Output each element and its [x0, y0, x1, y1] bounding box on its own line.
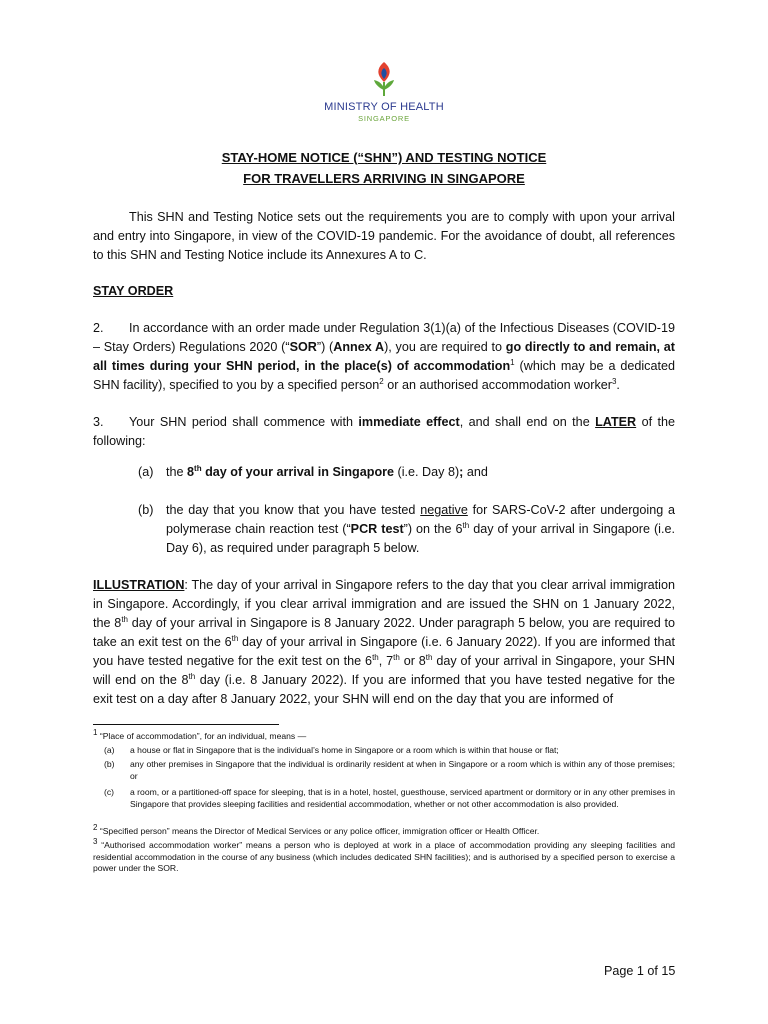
footnote-separator [93, 724, 279, 725]
paragraph-number: 2. [93, 321, 104, 335]
list-item-label: (b) [138, 503, 154, 517]
document-title-line2: FOR TRAVELLERS ARRIVING IN SINGAPORE [243, 171, 525, 186]
list-item-text: the day that you know that you have tested negative for SARS-CoV-2 after undergoing a polymerase chain reaction test (“PCR test”) on the 6th day of your arrival in Singapore (i.e. Day 6), as required under paragraph 5 below. [166, 503, 675, 555]
list-item-label: (a) [138, 465, 154, 479]
document-title-line1: STAY-HOME NOTICE (“SHN”) AND TESTING NOTICE [221, 150, 547, 165]
section-heading-stay-order: STAY ORDER [93, 284, 174, 298]
logo-subtitle: SINGAPORE [358, 114, 410, 123]
footnote-1: $^1$ “Place of accommodation”, for an individual, means — [93, 728, 307, 741]
moh-emblem-icon [371, 60, 397, 98]
paragraph-number: 3. [93, 415, 104, 429]
illustration-paragraph: ILLUSTRATION: The day of your arrival in Singapore refers to the day that you clear arrival immigration in Singapore. Accordingly, if you clear arrival immigration and are issued the SHN on 1 January 2022, the 8th day of your arrival in Singapore is 8 January 2022. Under paragraph 5 below, you are required to take an exit test on the 6th day of your arrival in Singapore (i.e. 6 January 2022). If you are informed that you have tested negative for the exit test on the 6th, 7th or 8th day of your arrival in Singapore, your SHN will end on the 8th day (i.e. 8 January 2022). If you are informed that you have tested negative for the exit test on a day after 8 January 2022, your SHN will end on the day that you are informed of [93, 578, 676, 706]
footnote-ref-3: 3 [611, 376, 617, 386]
paragraph-2: 2. In accordance with an order made under Regulation 3(1)(a) of the Infectious Diseases (COVID-19 – Stay Orders) Regulations 2020 (“SOR”) (Annex A), you are required to go directly to and remain, at all times during your SHN period, in the place(s) of accommodation$^1$ (which may be a dedicated SHN facility), specified to you by a specified person$^2$ or an authorised accommodation worker$^3$. [93, 321, 676, 392]
page-number: Page 1 of 15 [604, 964, 676, 978]
list-item-text: the 8th day of your arrival in Singapore (i.e. Day 8); and [166, 463, 488, 479]
moh-logo [0, 60, 768, 123]
illustration-heading: ILLUSTRATION [93, 578, 185, 592]
logo-title: MINISTRY OF HEALTH [324, 101, 444, 113]
footnote-3: $^3$ “Authorised accommodation worker” means a person who is deployed at work in a place of accommodation providing any sleeping facilities and residential accommodation in the course of any business (which includes dedicated SHN facilities); and is authorised by a specified person to exercise a power under the SOR. [93, 837, 675, 874]
document-page: MINISTRY OF HEALTH SINGAPORE STAY-HOME NOTICE (“SHN”) AND TESTING NOTICE FOR TRAVELLERS ARRIVING IN SINGAPORE This SHN and Testing Notice sets out the requirements you are to comply with upon your arrival and entry into Singapore, in view of the COVID-19 pandemic. For the avoidance of doubt, all references to this SHN and Testing Notice include its Annexures A to C. STAY ORDER 2. In accordance with an order made under Regulation 3(1)(a) of the Infectious Diseases (COVID-19 – Stay Orders) Regulations 2020 (“SOR”) (Annex A), you are required to go directly to and remain, at all times during your SHN period, in the place(s) of accommodation$^1$ (which may be a dedicated SHN facility), specified to you by a specified person$^2$ or an authorised accommodation worker$^3$. 3. Your SHN period shall commence with immediate effect, and shall end on the LATER of the following: (a) the 8th day of your arrival in Singapore (i.e. Day 8); and (b) the day that you know that you have tested negative for SARS-CoV-2 after undergoing a polymerase chain reaction test (“PCR test”) on the 6th day of your arrival in Singapore (i.e. Day 6), as required under paragraph 5 below. ILLUSTRATION: The day of your arrival in Singapore refers to the day that you clear arrival immigration in Singapore. Accordingly, if you clear arrival immigration and are issued the SHN on 1 January 2022, the 8th day of your arrival in Singapore is 8 January 2022. Under paragraph 5 below, you are required to take an exit test on the 6th day of your arrival in Singapore (i.e. 6 January 2022). If you are informed that you have tested negative for the exit test on the 6th, 7th or 8th day of your arrival in Singapore, your SHN will end on the 8th day (i.e. 8 January 2022). If you are informed that you have tested negative for the exit test on a day after 8 January 2022, your SHN will end on the day that you are informed of $^1$ “Place of accommodation”, for an individual, means — (a) a house or flat in Singapore that is the individual’s home in Singapore or a room which is within that house or flat; (b) any other premises in Singapore that the individual is ordinarily resident at when in Singapore or a room which is within any of those premises; or (c) a room, or a partitioned-off space for sleeping, that is in a hotel, hostel, guesthouse, serviced apartment or dormitory or in any other premises in Singapore that provides sleeping facilities and residential accommodation, whether or not other accommodation is also provided. $^2$ “Specified person” means the Director of Medical Services or any police officer, immigration officer or Health Officer. $^3$ “Authorised accommodation worker” means a person who is deployed at work in a place of accommodation providing any sleeping facilities and residential accommodation in the course of any business (which includes dedicated SHN facilities); and is authorised by a specified person to exercise a power under the SOR. Page 1 of 15 [0, 0, 768, 1024]
paragraph-3: 3. Your SHN period shall commence with immediate effect, and shall end on the LATER of the following: [93, 415, 675, 448]
footnote-2: $^2$ “Specified person” means the Director of Medical Services or any police officer, immigration officer or Health Officer. [93, 823, 540, 836]
footnote-ref-1: 1 [510, 357, 515, 367]
intro-paragraph: This SHN and Testing Notice sets out the requirements you are to comply with upon your arrival and entry into Singapore, in view of the COVID-19 pandemic. For the avoidance of doubt, all references to this SHN and Testing Notice include its Annexures A to C. [93, 210, 675, 262]
later-emphasis: LATER [595, 415, 637, 429]
footnote-ref-2: 2 [379, 376, 384, 386]
